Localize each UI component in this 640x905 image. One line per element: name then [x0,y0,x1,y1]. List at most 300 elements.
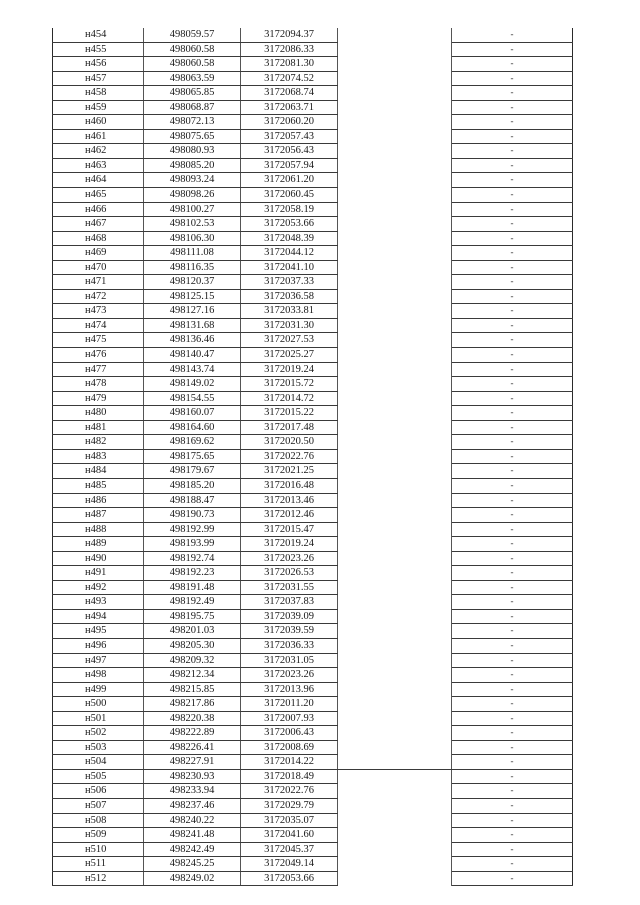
x-coordinate-cell: 498085.20 [144,158,241,173]
point-name-cell: н509 [53,828,144,843]
y-coordinate-cell: 3172041.10 [241,260,338,275]
empty-cell [338,144,452,159]
point-name-cell: н503 [53,740,144,755]
empty-cell [338,493,452,508]
y-coordinate-cell: 3172086.33 [241,42,338,57]
empty-cell [338,202,452,217]
note-cell: - [452,260,573,275]
coordinates-sheet [52,28,572,884]
empty-cell [338,362,452,377]
point-name-cell: н465 [53,188,144,203]
x-coordinate-cell: 498233.94 [144,784,241,799]
y-coordinate-cell: 3172041.60 [241,828,338,843]
empty-cell [338,784,452,799]
point-name-cell: н475 [53,333,144,348]
table-row [53,115,573,130]
table-row [53,624,573,639]
note-cell: - [452,129,573,144]
empty-cell [338,246,452,261]
empty-cell [338,86,452,101]
y-coordinate-cell: 3172049.14 [241,857,338,872]
note-cell: - [452,144,573,159]
point-name-cell: н507 [53,798,144,813]
point-name-cell: н464 [53,173,144,188]
table-row [53,522,573,537]
empty-cell [338,217,452,232]
table-row [53,609,573,624]
point-name-cell: н478 [53,377,144,392]
x-coordinate-cell: 498193.99 [144,537,241,552]
empty-cell [338,726,452,741]
x-coordinate-cell: 498111.08 [144,246,241,261]
table-row [53,217,573,232]
point-name-cell: н501 [53,711,144,726]
table-row [53,362,573,377]
x-coordinate-cell: 498217.86 [144,697,241,712]
x-coordinate-cell: 498237.46 [144,798,241,813]
empty-cell [338,420,452,435]
empty-cell [338,638,452,653]
x-coordinate-cell: 498192.74 [144,551,241,566]
empty-cell [338,653,452,668]
x-coordinate-cell: 498093.24 [144,173,241,188]
table-row [53,260,573,275]
note-cell: - [452,289,573,304]
point-name-cell: н512 [53,871,144,886]
y-coordinate-cell: 3172022.76 [241,784,338,799]
empty-cell [338,129,452,144]
y-coordinate-cell: 3172006.43 [241,726,338,741]
table-row [53,435,573,450]
y-coordinate-cell: 3172056.43 [241,144,338,159]
y-coordinate-cell: 3172031.30 [241,318,338,333]
y-coordinate-cell: 3172017.48 [241,420,338,435]
x-coordinate-cell: 498175.65 [144,449,241,464]
note-cell: - [452,842,573,857]
table-row [53,580,573,595]
point-name-cell: н473 [53,304,144,319]
y-coordinate-cell: 3172012.46 [241,508,338,523]
point-name-cell: н481 [53,420,144,435]
empty-cell [338,173,452,188]
y-coordinate-cell: 3172015.22 [241,406,338,421]
note-cell: - [452,158,573,173]
point-name-cell: н468 [53,231,144,246]
x-coordinate-cell: 498072.13 [144,115,241,130]
note-cell: - [452,28,573,42]
y-coordinate-cell: 3172039.09 [241,609,338,624]
note-cell: - [452,464,573,479]
note-cell: - [452,217,573,232]
empty-cell [338,522,452,537]
x-coordinate-cell: 498222.89 [144,726,241,741]
x-coordinate-cell: 498212.34 [144,668,241,683]
empty-cell [338,100,452,115]
empty-cell [338,842,452,857]
x-coordinate-cell: 498100.27 [144,202,241,217]
empty-cell [338,231,452,246]
note-cell: - [452,682,573,697]
y-coordinate-cell: 3172011.20 [241,697,338,712]
point-name-cell: н511 [53,857,144,872]
point-name-cell: н461 [53,129,144,144]
x-coordinate-cell: 498190.73 [144,508,241,523]
empty-cell [338,377,452,392]
note-cell: - [452,362,573,377]
table-row [53,100,573,115]
table-row [53,42,573,57]
x-coordinate-cell: 498149.02 [144,377,241,392]
empty-cell [338,348,452,363]
y-coordinate-cell: 3172094.37 [241,28,338,42]
table-row [53,391,573,406]
empty-cell [338,115,452,130]
note-cell: - [452,638,573,653]
x-coordinate-cell: 498059.57 [144,28,241,42]
empty-cell [338,580,452,595]
table-row [53,740,573,755]
table-row [53,697,573,712]
x-coordinate-cell: 498240.22 [144,813,241,828]
empty-cell [338,289,452,304]
y-coordinate-cell: 3172060.20 [241,115,338,130]
note-cell: - [452,566,573,581]
y-coordinate-cell: 3172008.69 [241,740,338,755]
note-cell: - [452,333,573,348]
point-name-cell: н492 [53,580,144,595]
table-row [53,173,573,188]
x-coordinate-cell: 498143.74 [144,362,241,377]
y-coordinate-cell: 3172018.49 [241,769,338,784]
x-coordinate-cell: 498065.85 [144,86,241,101]
empty-cell [338,871,452,886]
table-row [53,188,573,203]
table-row [53,129,573,144]
x-coordinate-cell: 498098.26 [144,188,241,203]
note-cell: - [452,71,573,86]
y-coordinate-cell: 3172022.76 [241,449,338,464]
x-coordinate-cell: 498215.85 [144,682,241,697]
y-coordinate-cell: 3172048.39 [241,231,338,246]
empty-cell [338,755,452,770]
empty-cell [338,566,452,581]
point-name-cell: н480 [53,406,144,421]
x-coordinate-cell: 498242.49 [144,842,241,857]
note-cell: - [452,537,573,552]
x-coordinate-cell: 498106.30 [144,231,241,246]
table-row [53,377,573,392]
note-cell: - [452,624,573,639]
x-coordinate-cell: 498192.49 [144,595,241,610]
table-row [53,158,573,173]
point-name-cell: н455 [53,42,144,57]
note-cell: - [452,86,573,101]
note-cell: - [452,493,573,508]
note-cell: - [452,420,573,435]
x-coordinate-cell: 498125.15 [144,289,241,304]
point-name-cell: н508 [53,813,144,828]
x-coordinate-cell: 498205.30 [144,638,241,653]
table-row [53,566,573,581]
note-cell: - [452,726,573,741]
empty-cell [338,478,452,493]
note-cell: - [452,740,573,755]
y-coordinate-cell: 3172020.50 [241,435,338,450]
note-cell: - [452,246,573,261]
y-coordinate-cell: 3172014.72 [241,391,338,406]
x-coordinate-cell: 498136.46 [144,333,241,348]
point-name-cell: н454 [53,28,144,42]
point-name-cell: н482 [53,435,144,450]
table-row [53,333,573,348]
table-row [53,828,573,843]
point-name-cell: н494 [53,609,144,624]
point-name-cell: н457 [53,71,144,86]
y-coordinate-cell: 3172033.81 [241,304,338,319]
table-row [53,318,573,333]
empty-cell [338,28,452,42]
x-coordinate-cell: 498127.16 [144,304,241,319]
table-row [53,57,573,72]
note-cell: - [452,697,573,712]
point-name-cell: н484 [53,464,144,479]
point-name-cell: н460 [53,115,144,130]
table-row [53,289,573,304]
table-row [53,595,573,610]
y-coordinate-cell: 3172037.83 [241,595,338,610]
x-coordinate-cell: 498060.58 [144,57,241,72]
empty-cell [338,333,452,348]
point-name-cell: н502 [53,726,144,741]
point-name-cell: н490 [53,551,144,566]
table-row [53,246,573,261]
x-coordinate-cell: 498195.75 [144,609,241,624]
y-coordinate-cell: 3172053.66 [241,217,338,232]
point-name-cell: н476 [53,348,144,363]
point-name-cell: н488 [53,522,144,537]
note-cell: - [452,275,573,290]
empty-cell [338,391,452,406]
empty-cell [338,449,452,464]
point-name-cell: н483 [53,449,144,464]
x-coordinate-cell: 498227.91 [144,755,241,770]
x-coordinate-cell: 498131.68 [144,318,241,333]
table-row [53,71,573,86]
table-row [53,406,573,421]
empty-cell [338,537,452,552]
table-row [53,813,573,828]
table-row [53,682,573,697]
note-cell: - [452,115,573,130]
x-coordinate-cell: 498201.03 [144,624,241,639]
x-coordinate-cell: 498191.48 [144,580,241,595]
x-coordinate-cell: 498154.55 [144,391,241,406]
y-coordinate-cell: 3172063.71 [241,100,338,115]
y-coordinate-cell: 3172025.27 [241,348,338,363]
empty-cell [338,260,452,275]
empty-cell [338,624,452,639]
point-name-cell: н469 [53,246,144,261]
point-name-cell: н458 [53,86,144,101]
note-cell: - [452,231,573,246]
note-cell: - [452,828,573,843]
point-name-cell: н462 [53,144,144,159]
table-row [53,493,573,508]
y-coordinate-cell: 3172023.26 [241,551,338,566]
empty-cell [338,275,452,290]
y-coordinate-cell: 3172068.74 [241,86,338,101]
y-coordinate-cell: 3172019.24 [241,537,338,552]
note-cell: - [452,813,573,828]
point-name-cell: н498 [53,668,144,683]
table-row [53,144,573,159]
empty-cell [338,551,452,566]
note-cell: - [452,508,573,523]
note-cell: - [452,348,573,363]
x-coordinate-cell: 498140.47 [144,348,241,363]
table-row [53,668,573,683]
x-coordinate-cell: 498116.35 [144,260,241,275]
point-name-cell: н459 [53,100,144,115]
empty-cell [338,57,452,72]
point-name-cell: н496 [53,638,144,653]
note-cell: - [452,609,573,624]
point-name-cell: н474 [53,318,144,333]
y-coordinate-cell: 3172039.59 [241,624,338,639]
note-cell: - [452,377,573,392]
y-coordinate-cell: 3172057.94 [241,158,338,173]
note-cell: - [452,202,573,217]
y-coordinate-cell: 3172037.33 [241,275,338,290]
empty-cell [338,464,452,479]
note-cell: - [452,304,573,319]
empty-cell [338,318,452,333]
x-coordinate-cell: 498245.25 [144,857,241,872]
point-name-cell: н479 [53,391,144,406]
y-coordinate-cell: 3172023.26 [241,668,338,683]
x-coordinate-cell: 498075.65 [144,129,241,144]
point-name-cell: н500 [53,697,144,712]
note-cell: - [452,595,573,610]
x-coordinate-cell: 498226.41 [144,740,241,755]
y-coordinate-cell: 3172036.33 [241,638,338,653]
x-coordinate-cell: 498241.48 [144,828,241,843]
point-name-cell: н463 [53,158,144,173]
empty-cell [338,711,452,726]
empty-cell [338,813,452,828]
y-coordinate-cell: 3172013.46 [241,493,338,508]
empty-cell [338,857,452,872]
point-name-cell: н495 [53,624,144,639]
note-cell: - [452,871,573,886]
point-name-cell: н506 [53,784,144,799]
empty-cell [338,668,452,683]
table-row [53,537,573,552]
note-cell: - [452,435,573,450]
empty-cell [338,158,452,173]
empty-cell [338,740,452,755]
note-cell: - [452,580,573,595]
point-name-cell: н471 [53,275,144,290]
empty-cell [338,42,452,57]
point-name-cell: н485 [53,478,144,493]
point-name-cell: н487 [53,508,144,523]
y-coordinate-cell: 3172074.52 [241,71,338,86]
table-row [53,842,573,857]
table-row [53,755,573,770]
point-name-cell: н497 [53,653,144,668]
y-coordinate-cell: 3172031.05 [241,653,338,668]
y-coordinate-cell: 3172045.37 [241,842,338,857]
empty-cell [338,798,452,813]
empty-cell [338,71,452,86]
x-coordinate-cell: 498192.23 [144,566,241,581]
table-row [53,275,573,290]
note-cell: - [452,522,573,537]
note-cell: - [452,755,573,770]
table-row [53,508,573,523]
x-coordinate-cell: 498179.67 [144,464,241,479]
x-coordinate-cell: 498209.32 [144,653,241,668]
table-row [53,726,573,741]
table-row [53,769,573,784]
y-coordinate-cell: 3172053.66 [241,871,338,886]
y-coordinate-cell: 3172007.93 [241,711,338,726]
x-coordinate-cell: 498160.07 [144,406,241,421]
point-name-cell: н472 [53,289,144,304]
note-cell: - [452,318,573,333]
point-name-cell: н456 [53,57,144,72]
y-coordinate-cell: 3172061.20 [241,173,338,188]
y-coordinate-cell: 3172060.45 [241,188,338,203]
table-row [53,871,573,886]
y-coordinate-cell: 3172035.07 [241,813,338,828]
x-coordinate-cell: 498060.58 [144,42,241,57]
point-name-cell: н477 [53,362,144,377]
note-cell: - [452,798,573,813]
empty-cell [338,828,452,843]
table-row [53,798,573,813]
table-row [53,304,573,319]
point-name-cell: н489 [53,537,144,552]
point-name-cell: н493 [53,595,144,610]
table-row [53,348,573,363]
coordinates-table [52,28,573,886]
note-cell: - [452,57,573,72]
y-coordinate-cell: 3172015.72 [241,377,338,392]
y-coordinate-cell: 3172031.55 [241,580,338,595]
point-name-cell: н499 [53,682,144,697]
note-cell: - [452,406,573,421]
note-cell: - [452,478,573,493]
empty-cell [338,682,452,697]
table-row [53,711,573,726]
note-cell: - [452,449,573,464]
note-cell: - [452,100,573,115]
x-coordinate-cell: 498063.59 [144,71,241,86]
y-coordinate-cell: 3172058.19 [241,202,338,217]
x-coordinate-cell: 498188.47 [144,493,241,508]
note-cell: - [452,391,573,406]
y-coordinate-cell: 3172016.48 [241,478,338,493]
table-row [53,231,573,246]
note-cell: - [452,711,573,726]
x-coordinate-cell: 498230.93 [144,769,241,784]
y-coordinate-cell: 3172044.12 [241,246,338,261]
note-cell: - [452,42,573,57]
x-coordinate-cell: 498080.93 [144,144,241,159]
y-coordinate-cell: 3172021.25 [241,464,338,479]
